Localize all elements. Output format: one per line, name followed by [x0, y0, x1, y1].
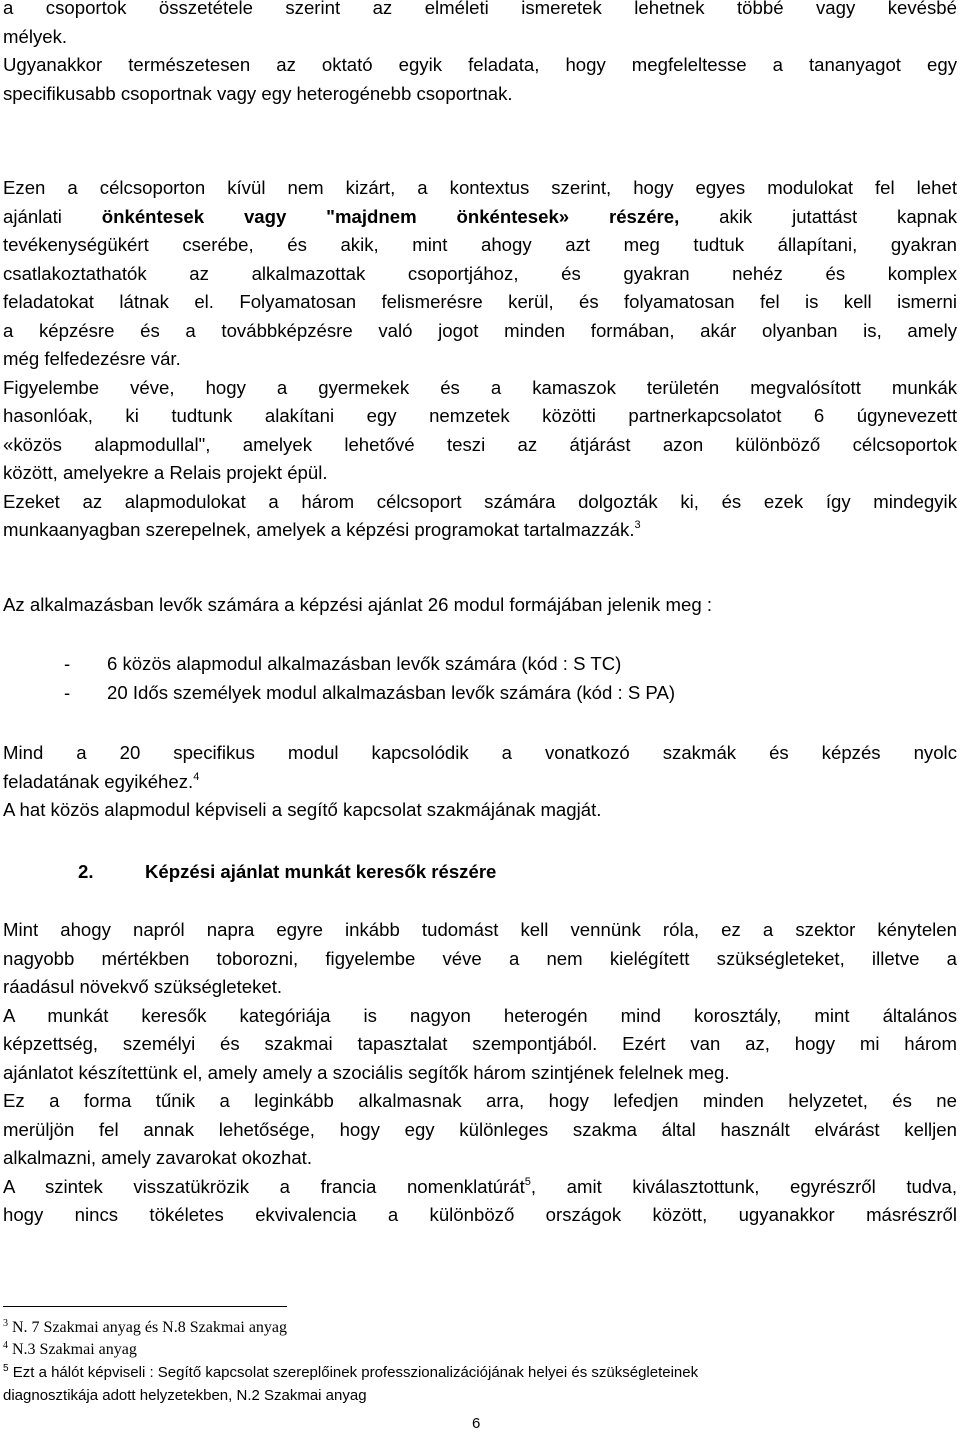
- text-span: munkaanyagban szerepelnek, amelyek a képzési programokat tartalmazzák.: [3, 519, 635, 540]
- footnote-number: 4: [3, 1340, 8, 1351]
- paragraph-1: [3, 0, 957, 108]
- text-line: Ezen a célcsoporton kívül nem kizárt, a kontextus szerint, hogy egyes modulokat fel lehet: [3, 177, 957, 198]
- text-span: akik jutattást kapnak: [679, 205, 957, 227]
- text-line: Az alkalmazásban levők számára a képzési ajánlat 26 modul formájában jelenik meg :: [3, 594, 712, 615]
- footnote-ref-4[interactable]: 4: [193, 770, 200, 783]
- footnote-separator: [3, 1306, 287, 1307]
- text-span: , amit kiválasztottunk, egyrészről tudva,: [530, 1175, 957, 1197]
- list-item-text: 20 Idős személyek modul alkalmazásban levők számára (kód : S PA): [107, 682, 676, 703]
- footnote-text: diagnosztikája adott helyzetekben, N.2 Szakmai anyag: [3, 1387, 367, 1404]
- text-line: a csoportok összetétele szerint az elméleti ismeretek lehetnek többé vagy kevésbé: [3, 0, 957, 18]
- text-line: [3, 203, 957, 232]
- text-line: Ugyanakkor természetesen az oktató egyik feladata, hogy megfeleltesse a tananyagot egy: [3, 54, 957, 75]
- text-line: A munkát keresők kategóriája is nagyon heterogén mind korosztály, mint általános: [3, 1004, 957, 1026]
- footnote-number: 3: [3, 1318, 8, 1329]
- list-bullet: -: [64, 653, 71, 674]
- text-line: specifikusabb csoportnak vagy egy heterogénebb csoportnak.: [3, 82, 513, 104]
- footnote-4: [3, 1340, 137, 1360]
- footnote-3: [3, 1318, 287, 1338]
- bold-text: önkéntesek vagy "majdnem önkéntesek» részére,: [101, 205, 680, 227]
- text-line: ajánlatot készítettünk el, amely amely a szociális segítők három szintjének felelnek meg.: [3, 1061, 730, 1083]
- text-line: [3, 516, 957, 545]
- paragraph-4: [3, 739, 957, 825]
- page-number: 6: [472, 1415, 481, 1432]
- text-line: tevékenységükért cserébe, és akik, mint ahogy azt meg tudtuk állapítani, gyakran: [3, 234, 957, 255]
- text-line: csatlakoztathatók az alkalmazottak csoportjához, és gyakran nehéz és komplex: [3, 262, 957, 284]
- text-line: között, amelyekre a Relais projekt épül.: [3, 462, 328, 483]
- text-line: hogy nincs tökéletes ekvivalencia a különböző országok között, ugyanakkor másrészről: [3, 1204, 957, 1225]
- text-line: Ez a forma tűnik a leginkább alkalmasnak arra, hogy lefedjen minden helyzetet, és ne: [3, 1090, 957, 1111]
- text-span: feladatának egyikéhez.: [3, 770, 194, 792]
- text-line: A hat közös alapmodul képviseli a segítő kapcsolat szakmájának magját.: [3, 799, 602, 820]
- text-line: [3, 768, 957, 797]
- text-span: A szintek visszatükrözik a francia nomenklatúrát: [3, 1175, 525, 1197]
- text-line: a képzésre és a továbbképzésre való jogot minden formában, akár olyanban is, amely: [3, 319, 957, 341]
- footnote-5-continued: [3, 1384, 367, 1407]
- footnote-ref-3[interactable]: 3: [634, 519, 641, 531]
- section-number: 2.: [78, 861, 94, 882]
- list-item-text: 6 közös alapmodul alkalmazásban levők számára (kód : S TC): [107, 653, 622, 674]
- paragraph-3: [3, 591, 957, 620]
- footnote-text: N. 7 Szakmai anyag és N.8 Szakmai anyag: [8, 1319, 288, 1336]
- section-title: Képzési ajánlat munkát keresők részére: [145, 861, 497, 882]
- text-line: Ezeket az alapmodulokat a három célcsoport számára dolgozták ki, és ezek így mindegyik: [3, 490, 957, 512]
- text-line: mélyek.: [3, 25, 68, 47]
- text-line: «közös alapmodullal", amelyek lehetővé teszi az átjárást azon különböző célcsoportok: [3, 433, 957, 455]
- text-line: [3, 1173, 957, 1202]
- footnote-number: 5: [3, 1363, 9, 1374]
- text-line: merüljön fel annak lehetősége, hogy egy különleges szakma által használt elvárást kelljen: [3, 1118, 957, 1140]
- text-line: ráadásul növekvő szükségleteket.: [3, 976, 283, 997]
- list-bullet: -: [64, 682, 71, 703]
- paragraph-2: [3, 174, 957, 545]
- footnote-text: N.3 Szakmai anyag: [8, 1341, 137, 1358]
- text-line: hasonlóak, ki tudtunk alakítani egy nemzetek közötti partnerkapcsolatot 6 úgynevezett: [3, 405, 957, 426]
- text-line: képzettség, személyi és szakmai tapasztalat szempontjából. Ezért van az, hogy mi három: [3, 1033, 957, 1054]
- text-line: Figyelembe véve, hogy a gyermekek és a kamaszok területén megvalósított munkák: [3, 376, 957, 398]
- footnote-ref-5[interactable]: 5: [524, 1175, 531, 1188]
- footnote-5: [3, 1361, 698, 1384]
- footnote-text: Ezt a hálót képviseli : Segítő kapcsolat szereplőinek professzionalizációjának helyei és szükségleteinek: [8, 1364, 699, 1381]
- text-line: nagyobb mértékben toborozni, figyelembe véve a nem kielégített szükségleteket, illetve a: [3, 947, 957, 969]
- text-line: alkalmazni, amely zavarokat okozhat.: [3, 1147, 313, 1168]
- text-line: Mint ahogy napról napra egyre inkább tudomást kell vennünk róla, ez a szektor kénytelen: [3, 919, 957, 940]
- text-line: feladatokat látnak el. Folyamatosan felismerésre kerül, és folyamatosan fel is kell ismerni: [3, 291, 957, 312]
- text-line: még felfedezésre vár.: [3, 348, 181, 369]
- paragraph-5: [3, 916, 957, 1230]
- text-line: Mind a 20 specifikus modul kapcsolódik a vonatkozó szakmák és képzés nyolc: [3, 742, 957, 763]
- text-span: ajánlati: [3, 205, 102, 227]
